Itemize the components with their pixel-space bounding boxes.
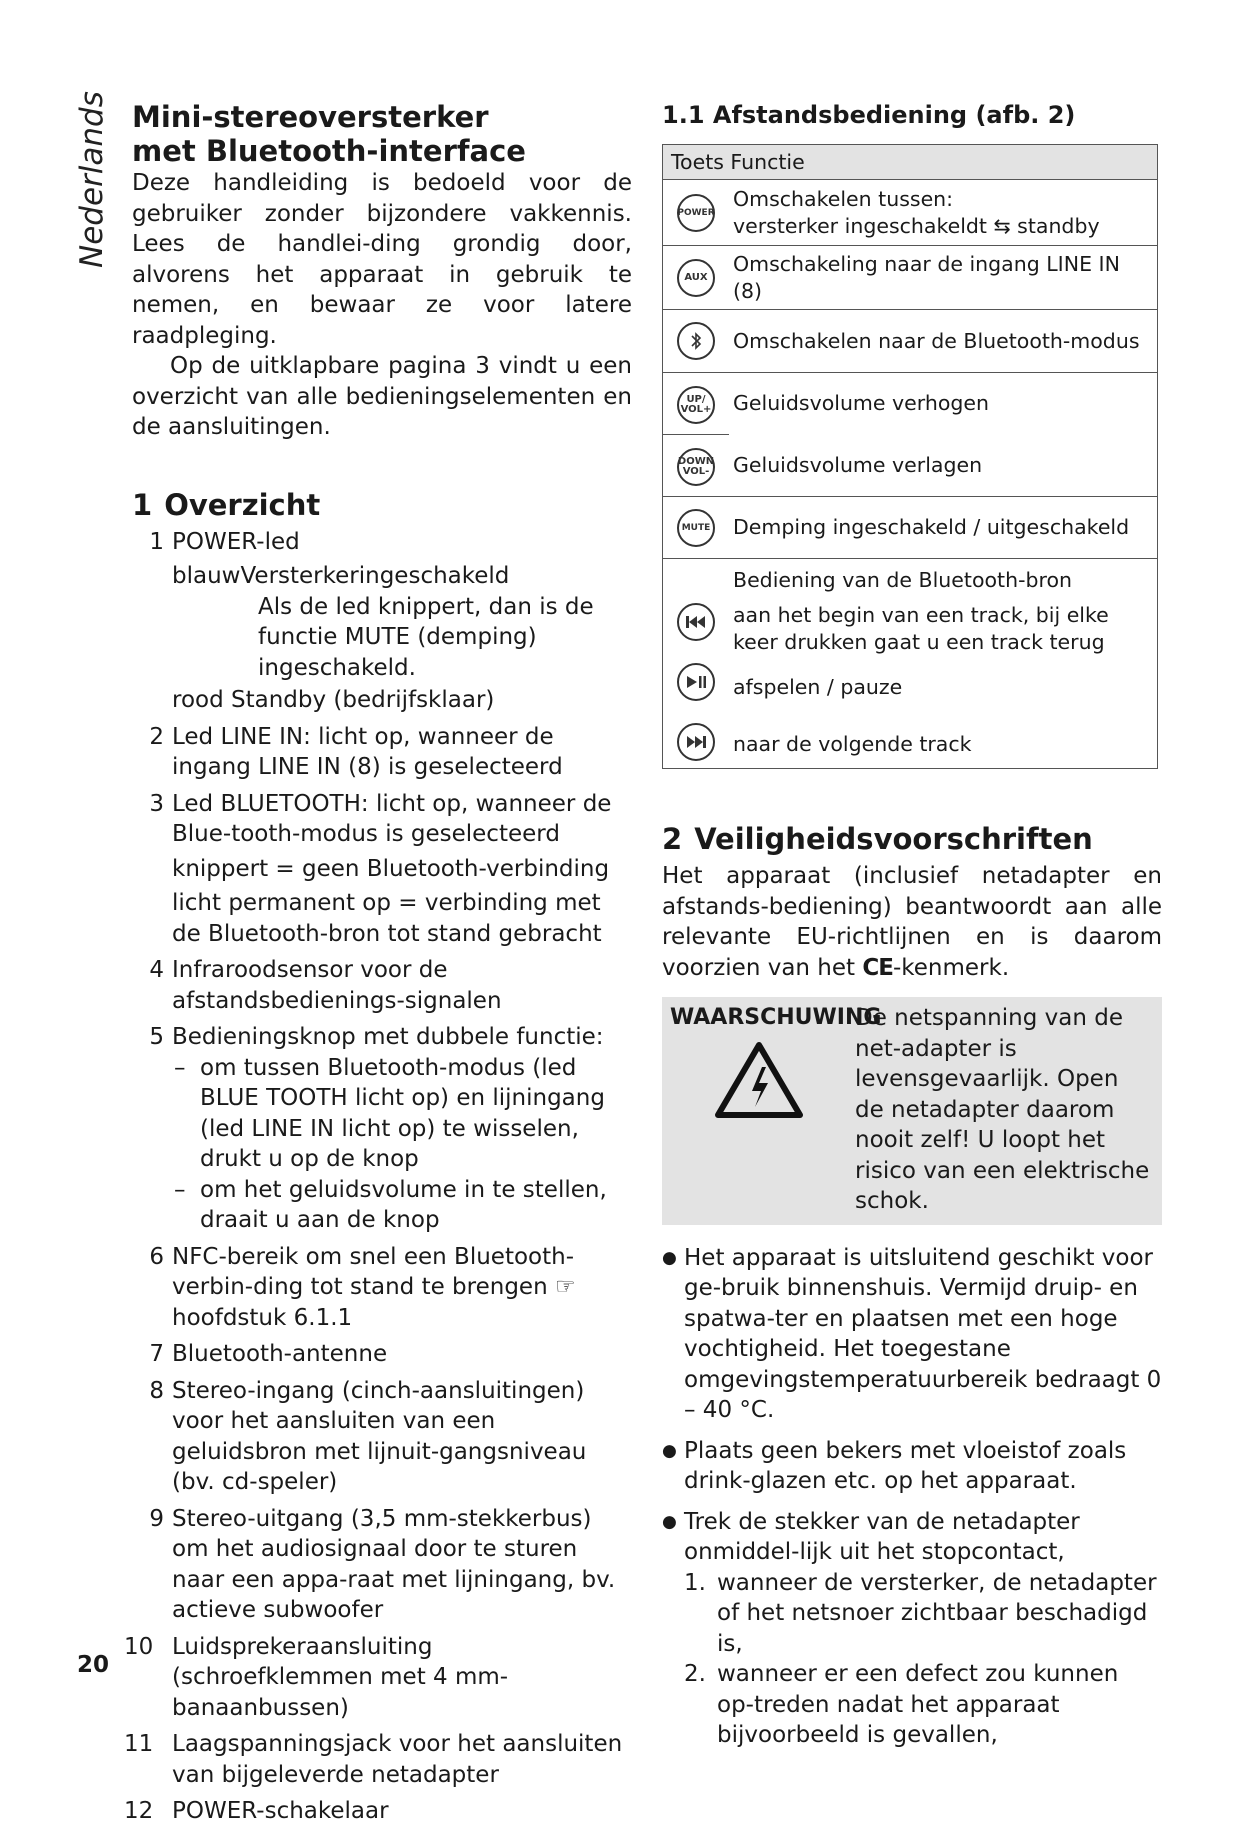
page-number: 20: [77, 1652, 110, 1678]
intro-paragraph: Deze handleiding is bedoeld voor de gebruiker zonder bijzondere vakkennis. Lees de handlei-ding grondig door, alvorens het apparaat in gebruik te nemen, en bewaar ze voor latere raadpleging.: [132, 170, 632, 349]
list-item: 1 POWER-led blauwVersterkeringeschakeld Als de led knippert, dan is de functie MUTE (demping) ingeschakeld. rood Standby (bedrijfsklaar): [132, 527, 632, 716]
knob-function-1: – om tussen Bluetooth-modus (led BLUE TOOTH licht op) en lijningang (led LINE IN licht op) te wisselen, drukt u op de knop: [172, 1053, 632, 1175]
bt-next-text: naar de volgende track: [733, 732, 972, 756]
overview-heading: 1 Overzicht: [132, 487, 321, 522]
table-row: UP/ VOL+ Geluidsvolume verhogen: [663, 373, 1158, 435]
list-item: 10 Luidsprekeraansluiting (schroefklemmen met 4 mm-banaanbussen): [124, 1633, 509, 1721]
sub-list-item: 2. wanneer er een defect zou kunnen op-treden nadat het apparaat bijvoorbeeld is gevallen,: [684, 1661, 1119, 1748]
warning-box: [662, 997, 1162, 1225]
remote-table-header: Toets Functie: [663, 145, 1158, 180]
table-row: [663, 559, 1158, 769]
play-pause-icon: [677, 663, 715, 701]
list-item: ● Plaats geen bekers met vloeistof zoals drink-glazen etc. op het apparaat.: [662, 1436, 1162, 1497]
list-item: 12 POWER-schakelaar: [124, 1798, 389, 1824]
table-row: Omschakelen naar de Bluetooth-modus: [663, 310, 1158, 373]
list-item: 3 Led BLUETOOTH: licht op, wanneer de Blue-tooth-modus is geselecteerd knippert = geen Bluetooth-verbinding licht permanent op = verbinding met de Bluetooth-bron tot stand gebracht: [132, 789, 632, 950]
list-item: 11 Laagspanningsjack voor het aansluiten van bijgeleverde netadapter: [124, 1731, 623, 1788]
list-item: 5 Bedieningsknop met dubbele functie: – om tussen Bluetooth-modus (led BLUE TOOTH licht op) en lijningang (led LINE IN licht op) te wisselen, drukt u op de knop – om het geluidsvolume in te stellen, draait u aan de knop: [132, 1022, 632, 1236]
sub-list: [684, 1568, 1162, 1751]
safety-bullets: [662, 1243, 1162, 1751]
table-row: MUTE Demping ingeschakeld / uitgeschakeld: [663, 497, 1158, 559]
list-item: ● Het apparaat is uitsluitend geschikt voor ge-bruik binnenshuis. Vermijd druip- en spatwa-ter en plaatsen met een hoge vochtigheid. Het toegestane omgevingstemperatuurbereik bedraagt 0 – 40 °C.: [662, 1243, 1162, 1426]
title-line-2: met Bluetooth-interface: [132, 134, 526, 168]
list-item: 4 Infraroodsensor voor de afstandsbedienings-signalen: [149, 957, 502, 1014]
safety-intro: Het apparaat (inclusief netadapter en afstands-bediening) beantwoordt aan alle relevante EU-richtlijnen en is daarom voorzien van het CE-kenmerk.: [662, 863, 1162, 981]
safety-section: [662, 821, 1162, 1751]
led-blue-note: Als de led knippert, dan is de functie MUTE (demping) ingeschakeld.: [258, 593, 594, 681]
power-button-icon: POWER: [677, 194, 715, 232]
side-language-label: Nederlands: [74, 91, 110, 268]
ce-mark: CE: [862, 954, 893, 981]
bt-led-permanent: licht permanent op = verbinding met de Bluetooth-bron tot stand gebracht: [172, 890, 602, 947]
bluetooth-icon: [677, 322, 715, 360]
title-line-1: Mini-stereoversterker: [132, 100, 489, 134]
sub-list-item: 1. wanneer de versterker, de netadapter of het netsnoer zichtbaar beschadigd is,: [684, 1569, 1157, 1657]
mute-icon: MUTE: [677, 509, 715, 547]
intro: [132, 168, 632, 443]
table-row: POWER Omschakelen tussen: versterker ingeschakeldt ⇆ standby: [663, 180, 1158, 246]
list-item: 9 Stereo-uitgang (3,5 mm-stekkerbus) om het audiosignaal door te sturen naar een appa-raat met lijningang, bv. actieve subwoofer: [149, 1505, 616, 1623]
volume-down-icon: DOWN VOL-: [677, 448, 715, 486]
next-track-icon: [677, 723, 715, 761]
warning-text: De netspanning van de net-adapter is levensgevaarlijk. Open de netadapter daarom nooit zelf! U loopt het risico van een elektrische schok.: [855, 1005, 1150, 1214]
list-item: 7 Bluetooth-antenne: [149, 1341, 388, 1367]
warning-label: WAARSCHUWING: [670, 1005, 882, 1030]
safety-heading: 2 Veiligheidsvoorschriften: [662, 822, 1093, 856]
right-column: [662, 100, 1162, 1761]
table-row: DOWN VOL- Geluidsvolume verlagen: [663, 435, 1158, 497]
bt-led-blink: knippert = geen Bluetooth-verbinding: [172, 855, 610, 882]
overview-list: [124, 527, 632, 1827]
aux-button-icon: AUX: [677, 259, 715, 297]
page-title: [132, 100, 632, 168]
remote-table: [662, 144, 1158, 769]
intro-paragraph: Op de uitklapbare pagina 3 vindt u een overzicht van alle bedieningselementen en de aansluitingen.: [132, 353, 632, 440]
left-column: [124, 100, 632, 1833]
bt-source-title: Bediening van de Bluetooth-bron: [733, 568, 1072, 592]
list-item: 8 Stereo-ingang (cinch-aansluitingen) voor het aansluiten van een geluidsbron met lijnuit-gangsniveau (bv. cd-speler): [149, 1377, 587, 1495]
list-item: 2 Led LINE IN: licht op, wanneer de ingang LINE IN (8) is geselecteerd: [149, 723, 563, 780]
table-row: AUX Omschakeling naar de ingang LINE IN (8): [663, 246, 1158, 310]
list-item: 6 NFC-bereik om snel een Bluetooth-verbin-ding tot stand te brengen ☞ hoofdstuk 6.1.1: [149, 1243, 576, 1331]
list-item: ● Trek de stekker van de netadapter onmiddel-lijk uit het stopcontact, 1. wanneer de versterker, de netadapter of het netsnoer zichtbaar beschadigd is, 2. wanneer er een defect zou kunnen op-treden nadat het apparaat bijvoorbeeld is gevallen,: [662, 1507, 1162, 1751]
previous-track-icon: [677, 603, 715, 641]
volume-up-icon: UP/ VOL+: [677, 386, 715, 424]
led-blue-state: blauwVersterkeringeschakeld: [172, 563, 510, 589]
led-red-state: rood Standby (bedrijfsklaar): [172, 687, 495, 713]
knob-function-2: – om het geluidsvolume in te stellen, draait u aan de knop: [172, 1175, 632, 1236]
remote-heading: 1.1 Afstandsbediening (afb. 2): [662, 101, 1076, 129]
bt-play-text: afspelen / pauze: [733, 675, 903, 699]
electric-hazard-icon: [670, 1033, 855, 1123]
bt-prev-text: aan het begin van een track, bij elke keer drukken gaat u een track terug: [733, 603, 1109, 654]
